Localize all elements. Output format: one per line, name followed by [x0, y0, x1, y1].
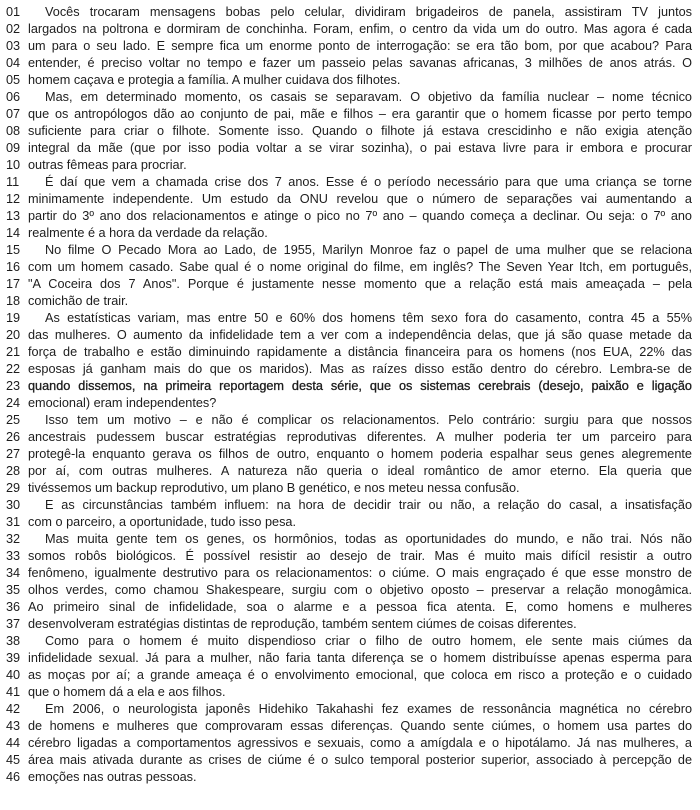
line-text: as moças por aí; a grande ameaça é o envolvimento emocional, que coloca em risco a proteção e o cuidado — [28, 668, 692, 682]
text-line — [6, 276, 692, 293]
text-line — [6, 429, 692, 446]
text-line — [6, 21, 692, 38]
line-text: Isso tem um motivo – e não é complicar os relacionamentos. Pelo contrário: surgiu para que nossos — [45, 413, 692, 427]
line-text: Mas, em determinado momento, os casais se separavam. O objetivo da família nuclear – nome técnico — [45, 90, 692, 104]
text-line — [6, 463, 692, 480]
line-number: 44 — [6, 736, 21, 750]
text-line — [6, 497, 692, 514]
text-line — [6, 344, 692, 361]
line-number: 32 — [6, 532, 21, 546]
text-line — [6, 599, 692, 616]
line-text: Mas muita gente tem os genes, os hormônios, todas as oportunidades do mundo, e não trai. Nós não — [45, 532, 692, 546]
line-number: 13 — [6, 209, 21, 223]
text-line — [6, 361, 692, 378]
line-text: Como para o homem é muito dispendioso criar o filho de outro homem, ele sente mais ciúmes da — [45, 634, 692, 648]
text-line — [6, 701, 692, 718]
text-line — [6, 225, 692, 242]
line-text: com o parceiro, a oportunidade, tudo isso pesa. — [28, 515, 297, 529]
text-line — [6, 582, 692, 599]
line-number: 01 — [6, 5, 21, 19]
line-number: 12 — [6, 192, 21, 206]
text-line — [6, 157, 692, 174]
line-number: 26 — [6, 430, 21, 444]
line-number: 38 — [6, 634, 21, 648]
line-number: 16 — [6, 260, 21, 274]
line-number: 28 — [6, 464, 21, 478]
line-text: E as circunstâncias também influem: na hora de decidir trair ou não, a relação do casal, a insatisfação — [45, 498, 692, 512]
text-line — [6, 327, 692, 344]
text-line — [6, 174, 692, 191]
line-text: ancestrais pudessem buscar estratégias reprodutivas diferentes. A mulher poderia ter um parceiro para — [28, 430, 692, 444]
line-text: outras fêmeas para procriar. — [28, 158, 187, 172]
line-number: 18 — [6, 294, 21, 308]
line-text: Ao primeiro sinal de infidelidade, soa o alarme e a pessoa fica atenta. E, como homens e mulheres — [28, 600, 692, 614]
line-number: 15 — [6, 243, 21, 257]
text-line — [6, 106, 692, 123]
text-line — [6, 667, 692, 684]
line-text: área mais ativada durante as crises de ciúme é o sulco temporal posterior superior, associado à percepção de — [28, 753, 692, 767]
line-number: 03 — [6, 39, 21, 53]
text-line — [6, 89, 692, 106]
text-line — [6, 633, 692, 650]
line-number: 24 — [6, 396, 21, 410]
line-text: protegê-la enquanto gerava os filhos de outro, enquanto o homem poderia espalhar seus genes alegremente — [28, 447, 692, 461]
text-line — [6, 378, 692, 395]
text-line — [6, 38, 692, 55]
line-number: 42 — [6, 702, 21, 716]
text-line — [6, 446, 692, 463]
text-line — [6, 72, 692, 89]
line-text: quando dissemos, na primeira reportagem desta série, que os sistemas cerebrais (desejo, paixão e ligação — [28, 379, 692, 393]
line-text: "A Coceira dos 7 Anos". Porque é justamente nesse momento que a relação está mais ameaçada – pela — [28, 277, 692, 291]
line-text: largados na poltrona e dormiram de conchinha. Foram, enfim, o centro da vida um do outro. Mas agora é cada — [28, 22, 692, 36]
text-line — [6, 752, 692, 769]
line-text: Vocês trocaram mensagens bobas pelo celular, dividiram brigadeiros de panela, assistiram TV juntos — [45, 5, 692, 19]
line-number: 06 — [6, 90, 21, 104]
text-line — [6, 514, 692, 531]
line-text: emocional) eram independentes? — [28, 396, 217, 410]
line-text: das mulheres. O aumento da infidelidade tem a ver com a independência delas, que já são quase metade da — [28, 328, 692, 342]
text-line — [6, 769, 692, 786]
line-number: 05 — [6, 73, 21, 87]
line-text: desenvolveram estratégias distintas de reprodução, também sentem ciúmes de coisas diferentes. — [28, 617, 577, 631]
line-number: 17 — [6, 277, 21, 291]
line-text: força de trabalho e estão diminuindo rapidamente a distância financeira para os homens (nos EUA, 22% das — [28, 345, 692, 359]
line-number: 27 — [6, 447, 21, 461]
line-number: 21 — [6, 345, 21, 359]
line-text: tivéssemos um backup reprodutivo, um plano B genético, e nos meteu nessa confusão. — [28, 481, 520, 495]
text-line — [6, 565, 692, 582]
text-line — [6, 259, 692, 276]
text-line — [6, 480, 692, 497]
line-number: 10 — [6, 158, 21, 172]
line-text: por aí, com outras mulheres. A natureza não queria o ideal romântico de amor eterno. Ela queria que — [28, 464, 692, 478]
line-number: 22 — [6, 362, 21, 376]
text-line — [6, 123, 692, 140]
text-line — [6, 4, 692, 21]
line-text: As estatísticas variam, mas entre 50 e 60% dos homens têm sexo fora do casamento, contra 45 a 55% — [45, 311, 692, 325]
line-text: integral da mãe (que por isso podia voltar a se virar sozinha), o pai estava livre para ir embora e procurar — [28, 141, 692, 155]
line-number: 11 — [6, 175, 20, 189]
line-text: cérebro ligadas a comportamentos agressivos e sexuais, como a amígdala e o hipotálamo. Já nas mulheres, a — [28, 736, 692, 750]
text-line — [6, 191, 692, 208]
line-text: minimamente independente. Um estudo da ONU revelou que o número de separações vai aumentando a — [28, 192, 692, 206]
line-text: um para o seu lado. E sempre fica um enorme ponto de interrogação: se era tão bom, por que acabou? Para — [28, 39, 692, 53]
text-line — [6, 395, 692, 412]
line-number: 08 — [6, 124, 21, 138]
line-number: 34 — [6, 566, 21, 580]
line-text: No filme O Pecado Mora ao Lado, de 1955, Marilyn Monroe faz o papel de uma mulher que se relaciona — [45, 243, 692, 257]
line-text: olhos verdes, como chamou Shakespeare, surgiu com o objetivo oposto – preservar a relação monogâmica. — [28, 583, 692, 597]
line-number: 29 — [6, 481, 21, 495]
line-number: 41 — [6, 685, 21, 699]
line-number: 30 — [6, 498, 21, 512]
text-line — [6, 735, 692, 752]
text-line — [6, 55, 692, 72]
line-text: Em 2006, o neurologista japonês Hidehiko Takahashi fez exames de ressonância magnética no cérebro — [45, 702, 692, 716]
line-text: que o homem dá a ela e aos filhos. — [28, 685, 226, 699]
line-text: de homens e mulheres que comprovaram essas diferenças. Quando sente ciúmes, o homem usa partes do — [28, 719, 692, 733]
line-number: 46 — [6, 770, 21, 784]
text-line — [6, 310, 692, 327]
text-line — [6, 548, 692, 565]
line-number: 25 — [6, 413, 21, 427]
line-number: 04 — [6, 56, 21, 70]
line-text: com um homem casado. Sabe qual é o nome original do filme, em inglês? The Seven Year Itch, em português, — [28, 260, 692, 274]
line-text: É daí que vem a chamada crise dos 7 anos. Esse é o período necessário para que uma criança se torne — [45, 175, 692, 189]
line-number: 37 — [6, 617, 21, 631]
line-text: partir do 3º ano dos relacionamentos e atinge o pico no 7º ano – quando começa a declinar. Ou seja: o 7º ano — [28, 209, 692, 223]
line-number: 20 — [6, 328, 21, 342]
text-line — [6, 140, 692, 157]
line-number: 33 — [6, 549, 21, 563]
line-number: 09 — [6, 141, 21, 155]
line-text: comichão de trair. — [28, 294, 129, 308]
line-number: 39 — [6, 651, 21, 665]
line-number: 31 — [6, 515, 21, 529]
line-text: emoções nas outras pessoas. — [28, 770, 197, 784]
text-line — [6, 412, 692, 429]
line-number: 43 — [6, 719, 21, 733]
line-number: 35 — [6, 583, 21, 597]
line-number: 23 — [6, 379, 21, 393]
line-number: 02 — [6, 22, 21, 36]
line-text: que os antropólogos dão ao conjunto de pai, mãe e filhos – era garantir que o homem ficasse por perto tempo — [28, 107, 692, 121]
text-line — [6, 650, 692, 667]
line-number: 19 — [6, 311, 21, 325]
line-number: 40 — [6, 668, 21, 682]
line-text: infidelidade sexual. Já para a mulher, não faria tanta diferença se o homem distribuísse apenas esperma para — [28, 651, 692, 665]
line-text: somos robôs biológicos. É possível resistir ao desejo de trair. Mas é muito mais difícil resistir a outro — [28, 549, 692, 563]
line-text: entender, é preciso voltar no tempo e fazer um passeio pelas savanas africanas, 3 milhões de anos atrás. O — [28, 56, 692, 70]
line-text: suficiente para criar o filhote. Somente isso. Quando o filhote já estava crescidinho e não exigia atenção — [28, 124, 692, 138]
line-number: 36 — [6, 600, 21, 614]
line-number: 14 — [6, 226, 21, 240]
text-line — [6, 531, 692, 548]
line-text: homem caçava e protegia a família. A mulher cuidava dos filhotes. — [28, 73, 401, 87]
text-line — [6, 616, 692, 633]
text-line — [6, 293, 692, 310]
text-line — [6, 718, 692, 735]
line-number: 07 — [6, 107, 21, 121]
text-line — [6, 242, 692, 259]
text-line — [6, 684, 692, 701]
line-text: fenômeno, igualmente destrutivo para os relacionamentos: o ciúme. O mais engraçado é que esse monstro de — [28, 566, 692, 580]
line-text: esposas já ganham mais do que os maridos). Mas as raízes disso estão dentro do cérebro. Lembra-se de — [28, 362, 692, 376]
line-number: 45 — [6, 753, 21, 767]
text-line — [6, 208, 692, 225]
line-text: realmente é a hora da verdade da relação. — [28, 226, 268, 240]
